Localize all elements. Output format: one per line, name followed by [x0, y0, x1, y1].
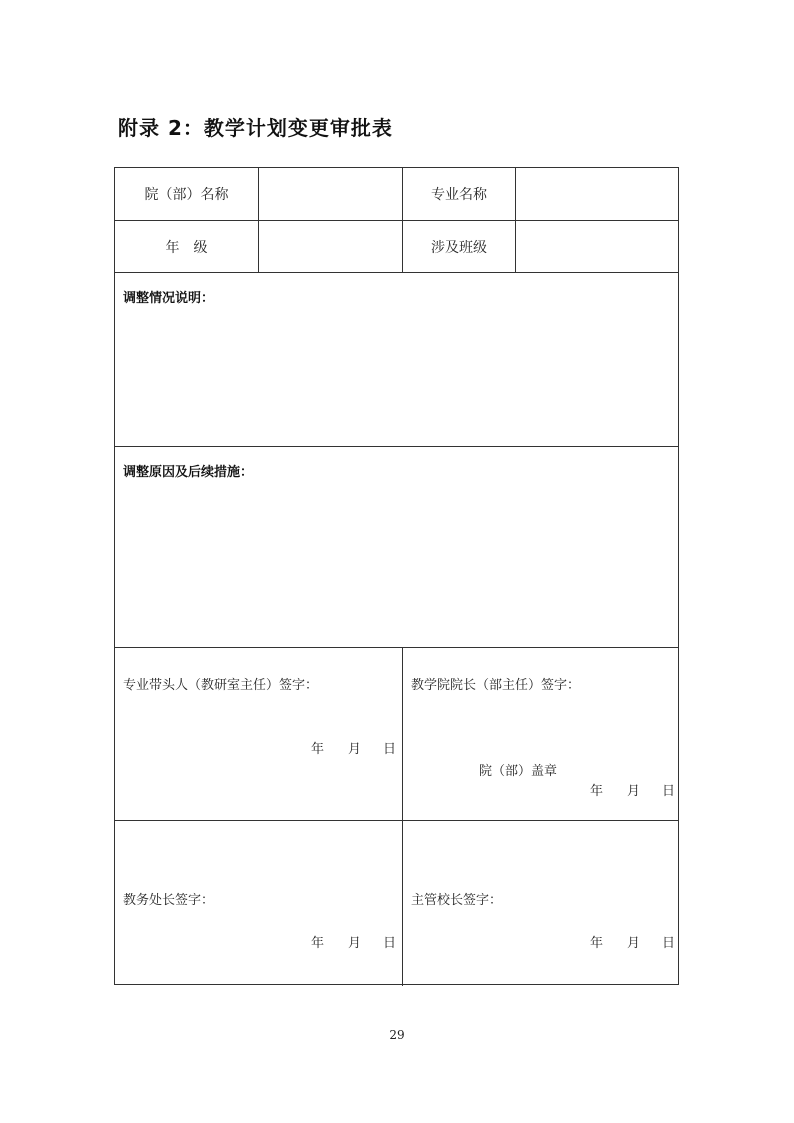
major-leader-date	[311, 738, 396, 757]
major-name-field[interactable]	[516, 168, 678, 220]
academic-affairs-date	[311, 932, 396, 951]
date-month: 月	[627, 784, 641, 799]
date-day: 日	[383, 936, 397, 951]
grade-label: 年 级	[115, 221, 259, 272]
info-row-department	[115, 168, 678, 221]
department-name-label: 院（部）名称	[115, 168, 259, 220]
major-leader-signature-label: 专业带头人（教研室主任）签字：	[123, 678, 319, 693]
department-seal-label: 院（部）盖章	[479, 764, 558, 779]
page-number: 29	[389, 1028, 405, 1042]
major-name-label: 专业名称	[403, 168, 516, 220]
date-month: 月	[348, 742, 362, 757]
academic-affairs-signature-cell[interactable]	[115, 821, 403, 986]
adjustment-reason-label: 调整原因及后续措施：	[123, 465, 254, 480]
dean-signature-cell[interactable]	[403, 648, 678, 820]
date-month: 月	[627, 936, 641, 951]
vice-president-signature-cell[interactable]	[403, 821, 678, 986]
date-month: 月	[348, 936, 362, 951]
classes-involved-label: 涉及班级	[403, 221, 516, 272]
date-year: 年	[311, 742, 325, 757]
dean-date	[590, 780, 675, 799]
approval-form-table	[114, 167, 679, 985]
grade-field[interactable]	[259, 221, 403, 272]
adjustment-description-section[interactable]	[115, 273, 678, 447]
adjustment-reason-section[interactable]	[115, 447, 678, 648]
signature-row-2	[115, 821, 678, 986]
date-day: 日	[383, 742, 397, 757]
vice-president-date	[590, 932, 675, 951]
department-name-field[interactable]	[259, 168, 403, 220]
adjustment-description-label: 调整情况说明：	[123, 291, 215, 306]
page-title: 附录 2：教学计划变更审批表	[118, 116, 393, 140]
major-leader-signature-cell[interactable]	[115, 648, 403, 820]
date-year: 年	[311, 936, 325, 951]
signature-row-1	[115, 648, 678, 821]
vice-president-signature-label: 主管校长签字：	[411, 893, 503, 908]
info-row-grade	[115, 221, 678, 273]
date-day: 日	[662, 936, 676, 951]
date-day: 日	[662, 784, 676, 799]
date-year: 年	[590, 936, 604, 951]
date-year: 年	[590, 784, 604, 799]
classes-involved-field[interactable]	[516, 221, 678, 272]
academic-affairs-signature-label: 教务处长签字：	[123, 893, 215, 908]
dean-signature-label: 教学院院长（部主任）签字：	[411, 678, 581, 693]
